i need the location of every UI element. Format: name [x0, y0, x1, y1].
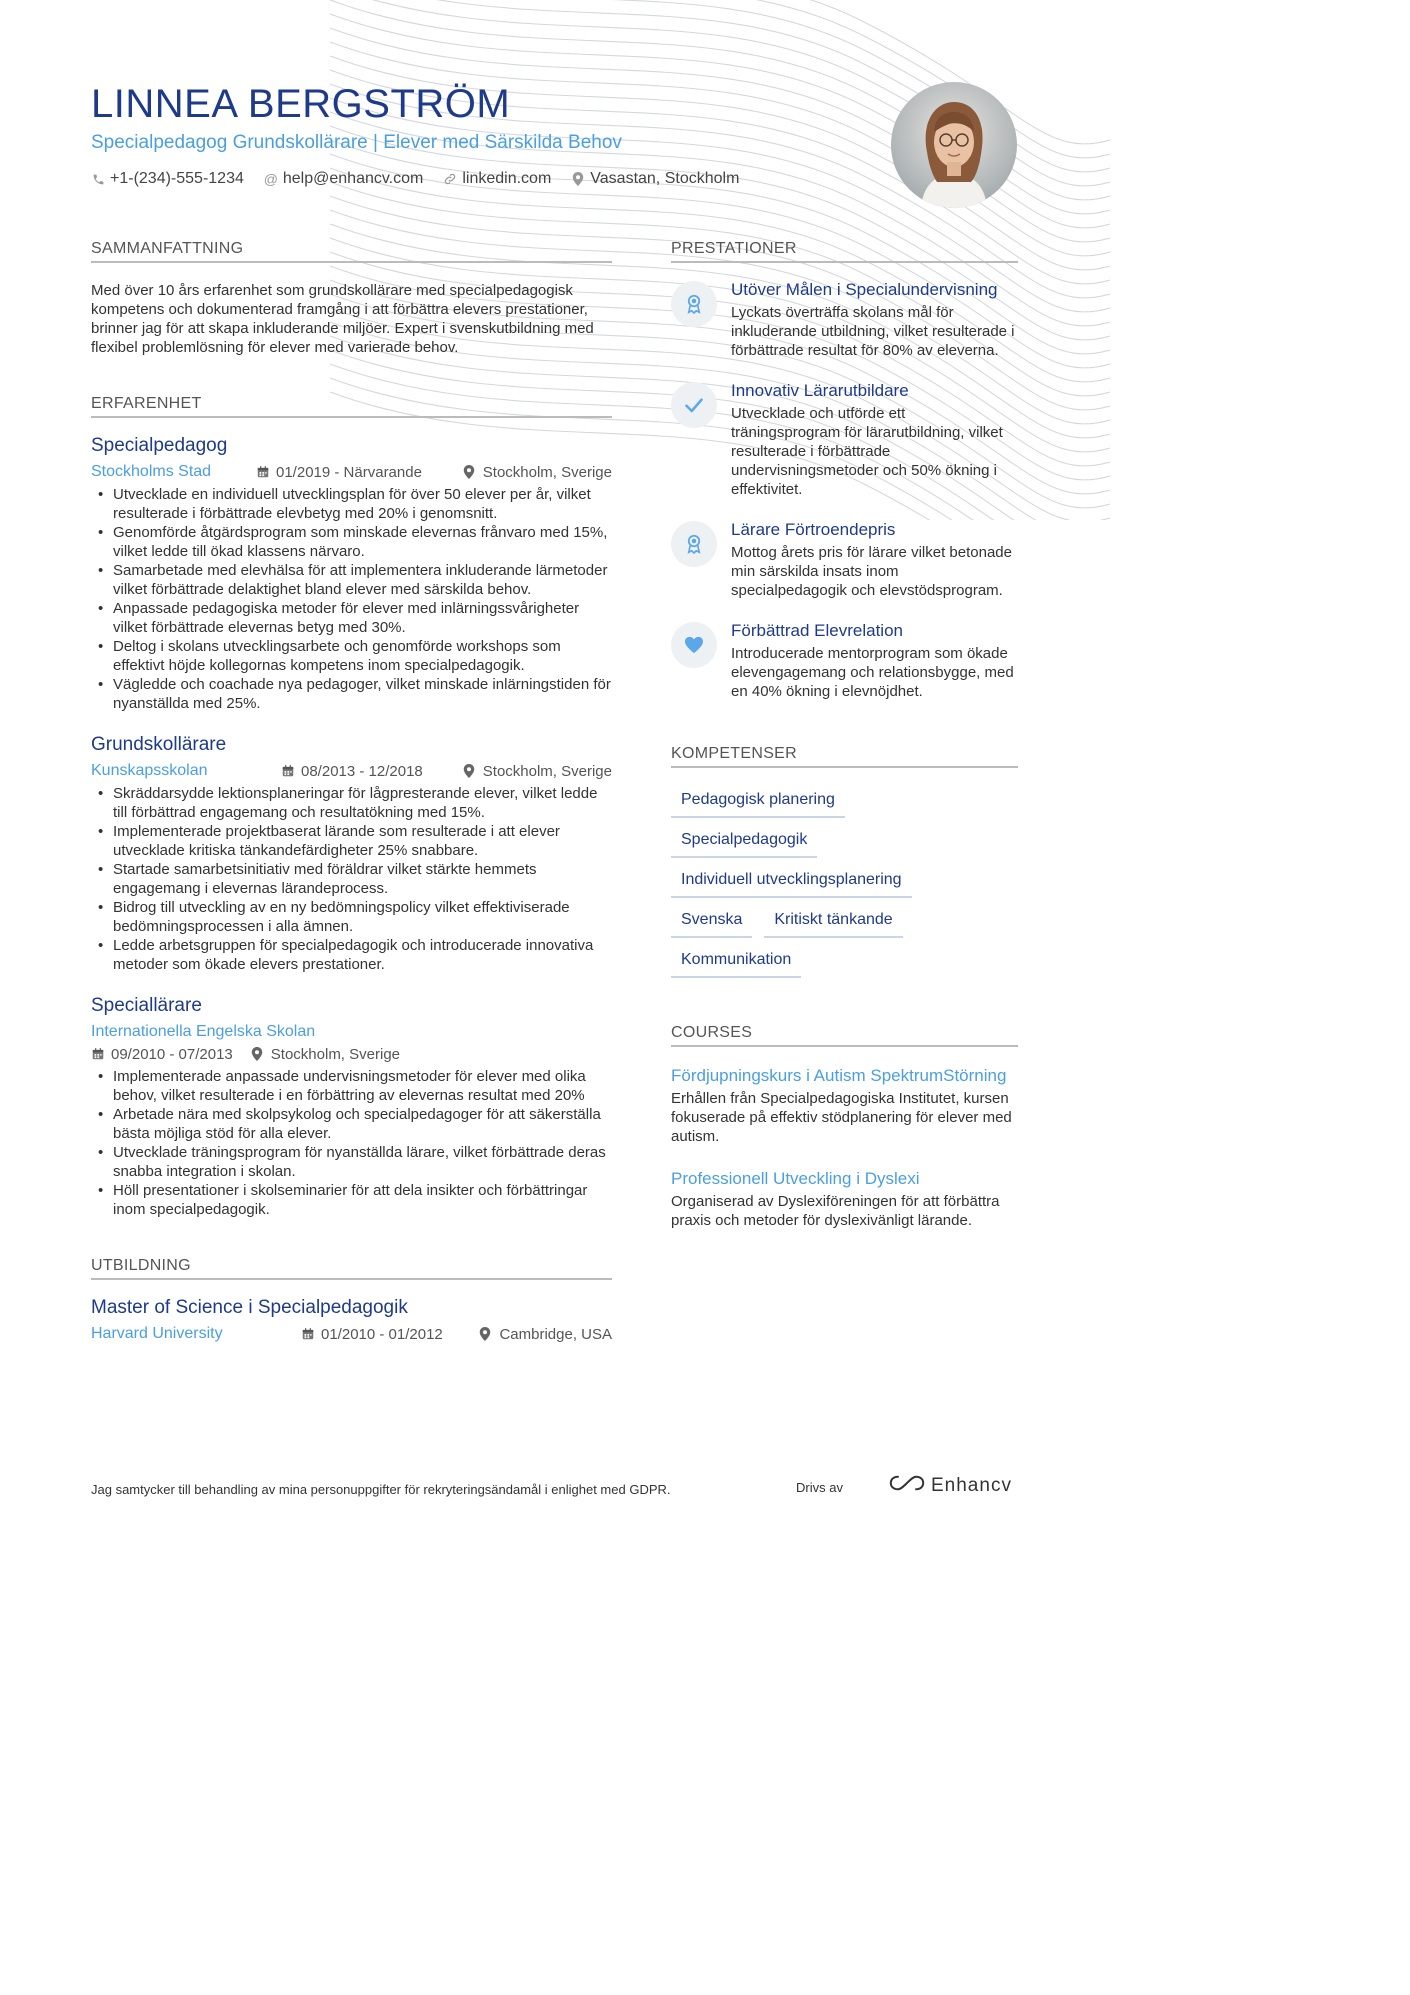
skill-tag: Kritiskt tänkande — [764, 910, 902, 938]
job-meta — [91, 1022, 612, 1042]
check-icon — [671, 382, 717, 428]
summary-section — [91, 240, 612, 357]
job-location — [251, 1046, 400, 1063]
job-bullets — [91, 485, 612, 713]
contact-email[interactable] — [264, 170, 423, 188]
course-title: Fördjupningskurs i Autism SpektrumStörning — [671, 1066, 1007, 1085]
job-dates-text: 09/2010 - 07/2013 — [111, 1045, 233, 1063]
bullet-item: • Skräddarsydde lektionsplaneringar för lågpresterande elever, vilket ledde till förbättrad engagemang och resultatökning med 15%. — [91, 784, 612, 822]
education-meta — [91, 1324, 612, 1344]
candidate-headline: Specialpedagog Grundskollärare | Elever med Särskilda Behov — [91, 132, 622, 153]
location-icon — [479, 1327, 493, 1341]
achievement-desc: Mottog årets pris för lärare vilket betonade min särskilda insats inom specialpedagogik och elevstödsprogram. — [731, 544, 1012, 599]
job-dates — [91, 1046, 233, 1063]
job-location-text: Stockholm, Sverige — [482, 463, 612, 481]
section-title: COURSES — [671, 1024, 1018, 1047]
bullet-item: • Ledde arbetsgruppen för specialpedagogik och introducerade innovativa metoder som ökade elevers prestationer. — [91, 936, 612, 974]
course-item — [671, 1168, 1018, 1230]
achievement-item — [671, 521, 1018, 600]
education-location-text: Cambridge, USA — [499, 1325, 612, 1343]
course-desc: Erhållen från Specialpedagogiska Institutet, kursen fokuserade på effektiv stödplanering för elever med autism. — [671, 1090, 1012, 1145]
course-title: Professionell Utveckling i Dyslexi — [671, 1169, 920, 1188]
achievement-item — [671, 382, 1018, 499]
bullet-item: • Implementerade anpassade undervisningsmetoder för elever med olika behov, vilket resulterade i en förbättring av elevernas resultat med 20% — [91, 1067, 612, 1105]
section-title: SAMMANFATTNING — [91, 240, 612, 263]
right-column — [671, 240, 1018, 1230]
enhancv-logo[interactable] — [889, 1474, 1012, 1498]
profile-photo — [891, 82, 1017, 208]
calendar-icon — [281, 764, 295, 778]
achievement-title: Innovativ Lärarutbildare — [731, 381, 909, 400]
contact-list — [91, 170, 881, 188]
education-entry — [91, 1296, 612, 1344]
section-title: PRESTATIONER — [671, 240, 1018, 263]
achievement-item — [671, 281, 1018, 360]
bullet-item: • Bidrog till utveckling av en ny bedömningspolicy vilket effektiviserade bedömningsprocessen i alla ämnen. — [91, 898, 612, 936]
school-name: Harvard University — [91, 1325, 223, 1342]
award-icon — [671, 281, 717, 327]
job-dates — [281, 763, 423, 780]
achievement-body — [731, 281, 1018, 360]
award-icon — [671, 521, 717, 567]
brand-name: Enhancv — [931, 1475, 1012, 1496]
achievement-title: Utöver Målen i Specialundervisning — [731, 280, 998, 299]
summary-text: Med över 10 års erfarenhet som grundskollärare med specialpedagogisk kompetens och dokumenterad framgång i att förbättra elevers prestationer, brinner jag för att skapa inkluderande miljöer. Expert i svenskutbildning med flexibel problemlösning för elever med varierade behov. — [91, 282, 594, 356]
skill-tag: Pedagogisk planering — [671, 790, 845, 818]
phone-icon — [91, 173, 105, 186]
skill-tag: Individuell utvecklingsplanering — [671, 870, 912, 898]
calendar-icon — [301, 1327, 315, 1341]
achievement-body — [731, 521, 1018, 600]
skill-tag: Specialpedagogik — [671, 830, 817, 858]
bullet-item: • Startade samarbetsinitiativ med föräldrar vilket stärkte hemmets engagemang i elevernas lärandeprocess. — [91, 860, 612, 898]
company-name: Stockholms Stad — [91, 463, 212, 480]
job-entry — [91, 434, 612, 713]
achievement-title: Lärare Förtroendepris — [731, 520, 896, 539]
company-name: Kunskapsskolan — [91, 762, 208, 779]
heart-icon — [671, 622, 717, 668]
location-icon — [251, 1047, 265, 1061]
link-icon — [443, 172, 457, 186]
bullet-item: • Höll presentationer i skolseminarier för att dela insikter och förbättringar inom specialpedagogik. — [91, 1181, 612, 1219]
achievement-desc: Introducerade mentorprogram som ökade elevengagemang och relationsbygge, med en 40% ökning i elevnöjdhet. — [731, 645, 1014, 700]
contact-linkedin[interactable] — [443, 170, 551, 188]
location-icon — [463, 764, 477, 778]
job-meta — [91, 1044, 612, 1064]
bullet-item: • Utvecklade en individuell utvecklingsplan för över 50 elever per år, vilket resulterade i förbättrade elevbetyg med 20% i genomsnitt. — [91, 485, 612, 523]
skill-tag: Svenska — [671, 910, 752, 938]
powered-by-label: Drivs av — [796, 1480, 843, 1495]
bullet-item: • Genomförde åtgärdsprogram som minskade elevernas frånvaro med 15%, vilket ledde till ökad klassens närvaro. — [91, 523, 612, 561]
degree-title: Master of Science i Specialpedagogik — [91, 1297, 408, 1318]
contact-location-text: Vasastan, Stockholm — [590, 170, 740, 187]
skills-list — [671, 778, 1018, 978]
bullet-item: • Anpassade pedagogiska metoder för elever med inlärningssvårigheter vilket förbättrade elevernas betyg med 30%. — [91, 599, 612, 637]
contact-phone-text: +1-(234)-555-1234 — [110, 170, 244, 187]
education-dates-text: 01/2010 - 01/2012 — [321, 1325, 443, 1343]
achievement-desc: Utvecklade och utförde ett träningsprogram för lärarutbildning, vilket resulterade i förbättrade undervisningsmetoder och 50% ökning i effektivitet. — [731, 405, 1003, 498]
calendar-icon — [91, 1047, 105, 1061]
job-meta — [91, 761, 612, 781]
job-location — [463, 763, 612, 780]
bullet-item: • Samarbetade med elevhälsa för att implementera inkluderande lärmetoder vilket förbättrade delaktighet bland elever med särskilda behov. — [91, 561, 612, 599]
job-dates — [256, 464, 422, 481]
bullet-item: • Deltog i skolans utvecklingsarbete och genomförde workshops som effektivt höjde kollegornas kompetens inom specialpedagogik. — [91, 637, 612, 675]
bullet-item: • Vägledde och coachade nya pedagoger, vilket minskade inlärningstiden för nyanställda med 25%. — [91, 675, 612, 713]
left-column — [91, 240, 612, 1344]
contact-email-text: help@enhancv.com — [282, 170, 424, 187]
job-location-text: Stockholm, Sverige — [482, 762, 612, 780]
job-entry — [91, 994, 612, 1219]
infinity-icon — [889, 1474, 925, 1498]
contact-location — [571, 170, 739, 188]
contact-phone[interactable] — [91, 170, 244, 188]
job-location-text: Stockholm, Sverige — [270, 1045, 401, 1063]
job-title: Grundskollärare — [91, 734, 227, 755]
candidate-name: LINNEA BERGSTRÖM — [91, 82, 511, 126]
bullet-item: • Utvecklade träningsprogram för nyanställda lärare, vilket förbättrade deras snabba integration i skolan. — [91, 1143, 612, 1181]
job-meta — [91, 462, 612, 482]
education-section — [91, 1257, 612, 1344]
achievement-body — [731, 382, 1018, 499]
job-dates-text: 01/2019 - Närvarande — [276, 463, 422, 481]
education-dates — [301, 1326, 443, 1343]
achievement-item — [671, 622, 1018, 701]
job-title: Speciallärare — [91, 995, 202, 1016]
achievement-desc: Lyckats överträffa skolans mål för inkluderande utbildning, vilket resulterade i förbättrade resultat för 80% av eleverna. — [731, 304, 1015, 359]
section-title: KOMPETENSER — [671, 745, 1018, 768]
at-icon: @ — [263, 171, 278, 187]
course-item — [671, 1065, 1018, 1146]
achievements-section — [671, 240, 1018, 701]
contact-linkedin-text: linkedin.com — [462, 170, 552, 187]
courses-section — [671, 1024, 1018, 1230]
skills-section — [671, 745, 1018, 978]
achievement-title: Förbättrad Elevrelation — [731, 621, 903, 640]
job-location — [463, 464, 612, 481]
skill-tag: Kommunikation — [671, 950, 801, 978]
job-entry — [91, 733, 612, 974]
location-icon — [571, 172, 585, 186]
resume-header — [91, 80, 881, 188]
section-title: UTBILDNING — [91, 1257, 612, 1280]
course-desc: Organiserad av Dyslexiföreningen för att förbättra praxis och metoder för dyslexivänligt lärande. — [671, 1193, 1000, 1229]
location-icon — [463, 465, 477, 479]
bullet-item: • Arbetade nära med skolpsykolog och specialpedagoger för att säkerställa bästa möjliga stöd för alla elever. — [91, 1105, 612, 1143]
experience-section — [91, 395, 612, 1219]
education-location — [479, 1326, 612, 1343]
job-bullets — [91, 1067, 612, 1219]
calendar-icon — [256, 465, 270, 479]
achievement-body — [731, 622, 1018, 701]
job-bullets — [91, 784, 612, 974]
job-dates-text: 08/2013 - 12/2018 — [301, 762, 423, 780]
job-title: Specialpedagog — [91, 435, 228, 456]
gdpr-consent: Jag samtycker till behandling av mina personuppgifter för rekryteringsändamål i enlighet med GDPR. — [91, 1482, 671, 1497]
company-name: Internationella Engelska Skolan — [91, 1023, 316, 1040]
section-title: ERFARENHET — [91, 395, 612, 418]
bullet-item: • Implementerade projektbaserat lärande som resulterade i att elever utvecklade kritiska tänkandefärdigheter 25% snabbare. — [91, 822, 612, 860]
